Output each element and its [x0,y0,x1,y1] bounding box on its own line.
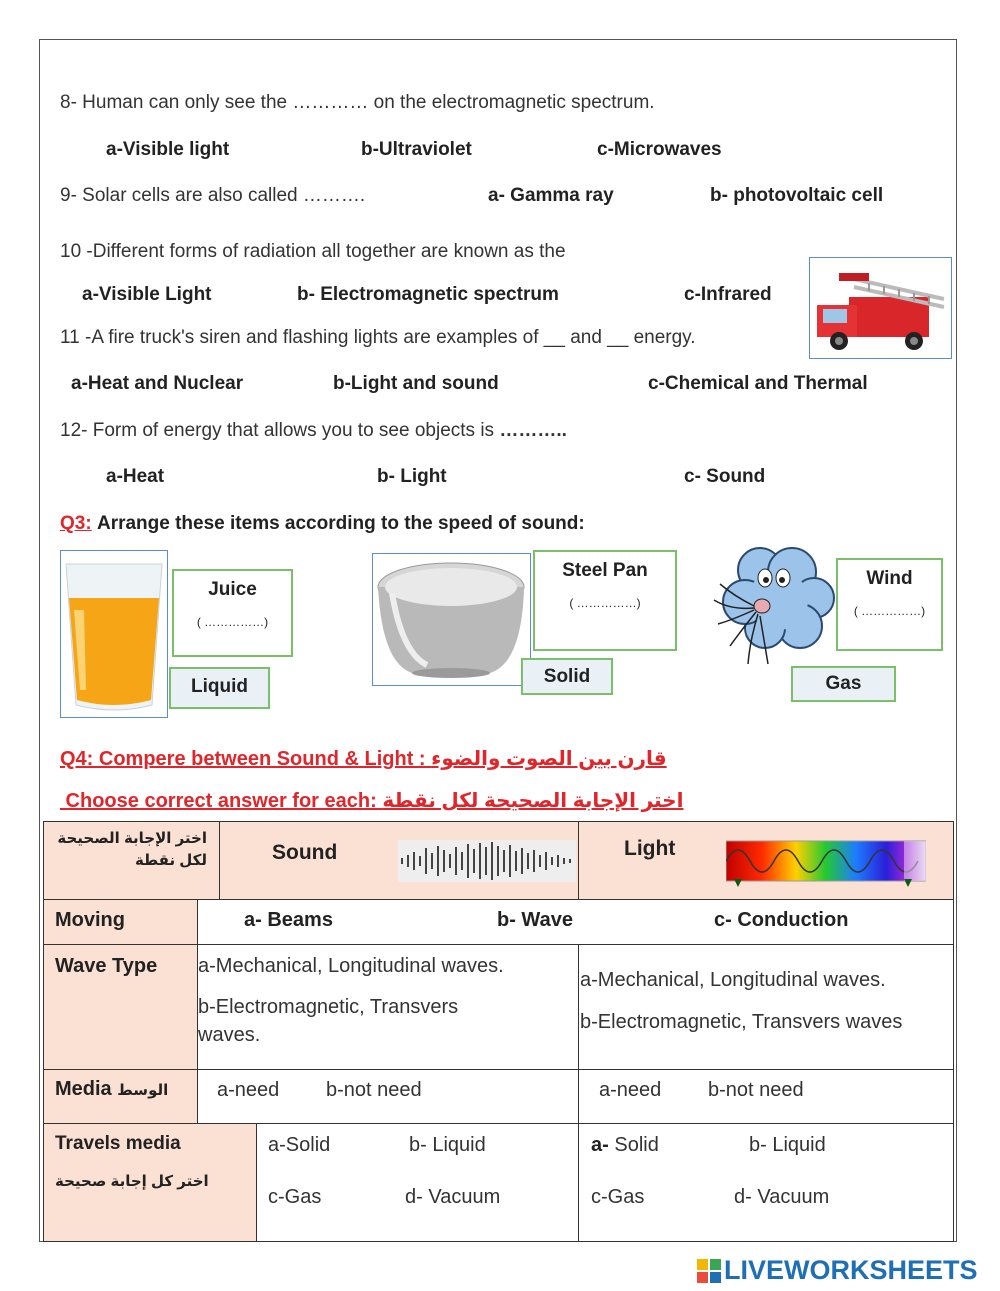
sound-wave-icon [398,840,576,882]
media-sound-cell [197,1069,579,1124]
travels-light-cell [578,1123,954,1242]
question-11: 11 -A fire truck's siren and flashing lights are examples of __ and __ energy. [60,327,696,348]
liveworksheets-logo-icon [697,1259,721,1283]
liveworksheets-brand-text: LIVEWORKSHEETS [724,1255,978,1285]
wave-type-light-a[interactable]: a-Mechanical, Longitudinal waves. [580,969,886,991]
q12-option-a[interactable]: a-Heat [106,466,165,487]
wave-type-sound-b[interactable]: b-Electromagnetic, Transvers [198,996,459,1018]
q8-option-a[interactable]: a-Visible light [106,139,230,160]
question-12 [60,420,567,442]
media-light-cell [578,1069,954,1124]
q3-title: Arrange these items according to the speed of sound: [96,513,585,534]
question-8: 8- Human can only see the ………… on the electromagnetic spectrum. [60,92,655,113]
wave-type-sound-b-cont[interactable]: waves. [198,1024,261,1046]
travels-sound-d[interactable]: d- Vacuum [405,1186,501,1208]
wind-blank[interactable]: ( ……………) [853,604,926,618]
wave-type-label-cell [43,944,198,1070]
wind-name: Wind [866,568,913,589]
travels-sound-cell [256,1123,579,1242]
steel-pan-state-label[interactable]: Solid [521,658,613,695]
travels-light-a-text: Solid [608,1134,659,1156]
media-label-en: Media [55,1078,112,1100]
steel-pan-name: Steel Pan [562,560,648,581]
q12-option-b[interactable]: b- Light [377,466,447,487]
media-label-ar: الوسط [117,1082,169,1099]
wave-type-sound-cell [197,944,579,1070]
travels-label-cell [43,1123,257,1242]
travels-sound-b[interactable]: b- Liquid [409,1134,486,1156]
q9-option-a[interactable]: a- Gamma ray [488,185,614,206]
header-choose-text: اختر الإجابة الصحيحة لكل نقطة [57,830,207,869]
q4-title: Q4: Compere between Sound & Light : [60,748,432,770]
question-9: 9- Solar cells are also called ………. [60,185,366,206]
q10-option-a[interactable]: a-Visible Light [82,284,212,305]
q12-text: 12- Form of energy that allows you to see objects is [60,420,500,441]
q4-heading [60,746,667,771]
juice-glass-image [60,550,168,718]
q11-option-c[interactable]: c-Chemical and Thermal [648,373,868,394]
q4-sub: Choose correct answer for each: [60,790,383,812]
wave-type-label: Wave Type [55,955,158,977]
media-light-b[interactable]: b-not need [708,1079,804,1101]
moving-label: Moving [55,909,125,931]
moving-options-cell [197,899,954,945]
steel-pan-image [372,553,531,686]
moving-option-b[interactable]: b- Wave [497,909,573,931]
wave-type-light-b[interactable]: b-Electromagnetic, Transvers waves [580,1011,903,1033]
steel-pan-card [533,550,677,651]
q8-option-b[interactable]: b-Ultraviolet [361,139,472,160]
travels-light-c[interactable]: c-Gas [591,1186,645,1208]
header-sound-cell [219,821,579,900]
media-light-a[interactable]: a-need [599,1079,662,1101]
juice-name: Juice [208,579,257,600]
header-choose-cell [43,821,220,900]
steel-pan-blank[interactable]: ( ……………) [569,596,641,610]
travels-light-a[interactable] [591,1134,659,1157]
wave-type-light-cell [578,944,954,1070]
media-label [55,1078,168,1101]
moving-option-a[interactable]: a- Beams [244,909,333,931]
header-light-cell [578,821,954,900]
travels-label-ar: اختر كل إجابة صحيحة [55,1173,209,1190]
question-10: 10 -Different forms of radiation all together are known as the [60,241,566,262]
q4-sub-ar: اختر الإجابة الصحيحة لكل نقطة [382,790,684,812]
q12-option-c[interactable]: c- Sound [684,466,766,487]
q4-subheading [60,788,683,813]
travels-light-a-prefix: a- [591,1134,609,1156]
wind-state-label[interactable]: Gas [791,666,896,702]
media-sound-b[interactable]: b-not need [326,1079,422,1101]
wind-card [836,558,943,651]
moving-label-cell [43,899,198,945]
q11-option-b[interactable]: b-Light and sound [333,373,499,394]
wave-type-sound-a[interactable]: a-Mechanical, Longitudinal waves. [198,955,504,977]
media-label-cell [43,1069,198,1124]
fire-truck-image [809,257,952,359]
wind-cloud-image [710,540,840,670]
q12-dots: ……….. [499,420,567,441]
juice-card [172,569,293,657]
juice-state-label[interactable]: Liquid [169,667,270,709]
q8-option-c[interactable]: c-Microwaves [597,139,722,160]
travels-sound-a[interactable]: a-Solid [268,1134,331,1156]
q3-label: Q3: [60,513,92,534]
travels-light-b[interactable]: b- Liquid [749,1134,826,1156]
moving-option-c[interactable]: c- Conduction [714,909,849,931]
media-sound-a[interactable]: a-need [217,1079,280,1101]
travels-label: Travels media [55,1133,181,1154]
q4-title-ar: قارن بين الصوت والضوء [431,748,667,770]
travels-sound-c[interactable]: c-Gas [268,1186,322,1208]
q11-option-a[interactable]: a-Heat and Nuclear [71,373,244,394]
header-light: Light [624,837,676,860]
travels-light-d[interactable]: d- Vacuum [734,1186,830,1208]
juice-blank[interactable]: ( ……………) [196,615,269,629]
q10-option-b[interactable]: b- Electromagnetic spectrum [297,284,559,305]
header-sound: Sound [272,841,338,864]
light-spectrum-icon [726,835,926,891]
q9-option-b[interactable]: b- photovoltaic cell [710,185,884,206]
q10-option-c[interactable]: c-Infrared [684,284,772,305]
q3-heading [60,513,585,535]
